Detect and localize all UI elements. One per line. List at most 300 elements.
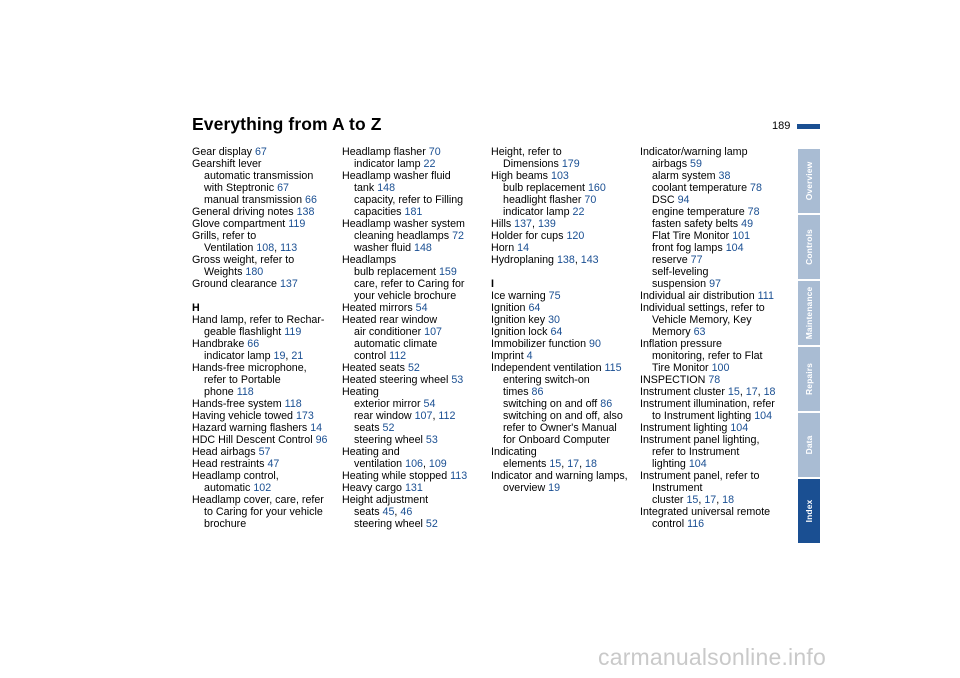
page-reference-link[interactable]: 113 [280,242,298,254]
index-term: Vehicle Memory, Key [652,314,752,326]
tab-maintenance[interactable] [798,281,820,345]
index-subentry: rear window 107, 112 [354,410,456,422]
page-reference-link[interactable]: 131 [404,482,423,494]
index-subentry [491,434,641,446]
page-reference-link[interactable]: 109 [428,458,447,470]
page-reference-link[interactable]: 118 [284,398,302,410]
index-subentry [640,170,790,182]
index-term: Heated mirrors [342,302,413,314]
index-term: switching on and off, also [503,410,623,422]
page-reference-link[interactable]: 19 [273,350,286,362]
index-term: washer fluid [354,242,412,254]
index-term: seats [354,506,380,518]
index-subentry [342,194,492,206]
page-reference-link[interactable]: 47 [267,458,280,470]
page-reference-link[interactable]: 38 [718,170,731,182]
page-number-bar [797,124,820,129]
index-term: entering switch-on [503,374,590,386]
index-entry [342,314,492,326]
index-term: Holder for cups [491,230,564,242]
index-subentry [640,278,790,290]
index-subentry [342,242,492,254]
page-reference-link[interactable]: 115 [604,362,622,374]
page-reference-link[interactable]: 137 [514,218,533,230]
index-entry [491,446,641,458]
index-term: cluster [652,494,684,506]
index-entry [491,362,641,374]
index-term: Heating while stopped [342,470,448,482]
index-subentry: ventilation 106, 109 [354,458,447,470]
index-subentry [342,206,492,218]
page-reference-link[interactable]: 139 [537,218,556,230]
index-term: Hands-free system [192,398,282,410]
page-reference-link[interactable]: 159 [438,266,457,278]
index-entry: Hydroplaning 138, 143 [491,254,599,266]
index-entry [192,458,342,470]
page-reference-link[interactable]: 66 [305,194,317,206]
page-reference-link[interactable]: 96 [315,434,328,446]
index-term: Headlamps [342,254,397,266]
index-entry [192,434,342,446]
page-reference-link[interactable]: 111 [757,290,774,302]
index-subentry: Ventilation 108, 113 [204,242,298,254]
index-term: Grills, refer to [192,230,257,242]
index-subentry [640,326,790,338]
page-reference-link[interactable]: 112 [438,410,456,422]
index-subentry [192,182,342,194]
page-reference-link[interactable]: 14 [517,242,530,254]
index-term: Headlamp washer fluid [342,170,451,182]
index-term: INSPECTION [640,374,706,386]
index-term: alarm system [652,170,716,182]
index-entry [342,146,492,158]
index-term: capacities [354,206,402,218]
index-term: Horn [491,242,515,254]
index-entry [342,374,492,386]
tab-index[interactable] [798,479,820,543]
page-reference-link[interactable]: 138 [296,206,315,218]
index-term: Height adjustment [342,494,429,506]
index-column-1 [192,146,342,530]
page-reference-link[interactable]: 15 [727,386,740,398]
page-reference-link[interactable]: 113 [450,470,468,482]
index-term: HDC Hill Descent Control [192,434,313,446]
page-reference-link[interactable]: 67 [277,182,289,194]
index-term: control [652,518,685,530]
index-term: steering wheel [354,518,423,530]
index-subentry [640,362,790,374]
index-subentry [342,518,492,530]
index-term: Hills [491,218,512,230]
index-term: manual transmission [204,194,303,206]
index-entry [640,506,790,518]
index-term: Glove compartment [192,218,286,230]
index-entry [192,410,342,422]
index-term: indicator lamp [503,206,570,218]
index-subentry [491,386,641,398]
page-reference-link[interactable]: 103 [551,170,569,182]
index-subentry [640,410,790,422]
page-reference-link[interactable]: 138 [556,254,575,266]
page-reference-link[interactable]: 52 [382,422,395,434]
page-reference-link[interactable]: 17 [704,494,717,506]
index-entry [342,482,492,494]
index-term: Instrument [652,482,703,494]
index-term: Independent ventilation [491,362,602,374]
index-term: monitoring, refer to Flat [652,350,763,362]
index-entry [640,290,790,302]
page-reference-link[interactable]: 64 [550,326,563,338]
index-term: Flat Tire Monitor [652,230,730,242]
index-spacer [491,266,641,278]
page-reference-link[interactable]: 120 [566,230,585,242]
index-subentry [342,230,492,242]
index-subentry [640,194,790,206]
index-term: Head restraints [192,458,265,470]
index-entry [491,338,641,350]
page-reference-link[interactable]: 104 [730,422,749,434]
page-reference-link[interactable]: 17 [567,458,580,470]
index-subentry [640,218,790,230]
page-reference-link[interactable]: 179 [561,158,580,170]
index-entry [491,146,641,158]
page-reference-link[interactable]: 72 [452,230,464,242]
index-subentry [192,374,342,386]
index-entry [192,254,342,266]
index-term: elements [503,458,547,470]
page-reference-link[interactable]: 137 [279,278,298,290]
tab-overview[interactable] [798,149,820,213]
index-entry [491,314,641,326]
index-entry [192,422,342,434]
page-reference-link[interactable]: 67 [254,146,267,158]
page-reference-link[interactable]: 90 [589,338,601,350]
index-subentry [640,206,790,218]
index-entry [640,374,790,386]
page-reference-link[interactable]: 143 [580,254,599,266]
page-reference-link[interactable]: 18 [585,458,597,470]
page-reference-link[interactable]: 86 [531,386,544,398]
page-reference-link[interactable]: 104 [688,458,707,470]
index-term: ventilation [354,458,403,470]
index-term: Tire Monitor [652,362,709,374]
index-term: switching on and off [503,398,598,410]
page-reference-link[interactable]: 53 [425,434,438,446]
page-reference-link[interactable]: 106 [405,458,423,470]
index-subentry [342,434,492,446]
index-term: Imprint [491,350,524,362]
index-entry [342,470,492,482]
page-reference-link[interactable]: 52 [407,362,420,374]
index-entry [491,350,641,362]
index-term: Instrument panel lighting, [640,434,760,446]
index-term: Heated steering wheel [342,374,449,386]
index-entry [640,398,790,410]
index-term: Ignition key [491,314,546,326]
index-entry [192,494,342,506]
index-subentry [342,182,492,194]
index-subentry [342,350,492,362]
index-term: Instrument illumination, refer [640,398,775,410]
index-term: Individual air distribution [640,290,755,302]
index-term: your vehicle brochure [354,290,457,302]
tab-label: Data [804,435,814,455]
page-title: Everything from A to Z [192,114,382,134]
index-term: lighting [652,458,686,470]
page-reference-link[interactable]: 4 [526,350,533,362]
index-entry [491,230,641,242]
page-reference-link[interactable]: 52 [425,518,438,530]
index-term: Headlamp washer system [342,218,465,230]
index-subentry [491,398,641,410]
index-term: Memory [652,326,691,338]
page-reference-link[interactable]: 45 [382,506,395,518]
index-subentry [640,350,790,362]
index-term: Individual settings, refer to [640,302,765,314]
page-reference-link[interactable]: 119 [284,326,302,338]
index-entry [342,494,492,506]
index-subentry [640,482,790,494]
index-subentry [640,314,790,326]
index-term: Immobilizer function [491,338,587,350]
index-term: Headlamp control, [192,470,279,482]
index-entry [192,218,342,230]
page-reference-link[interactable]: 160 [587,182,606,194]
index-entry [491,326,641,338]
page-reference-link[interactable]: 118 [236,386,254,398]
index-subentry [491,422,641,434]
tab-controls[interactable] [798,215,820,279]
index-term: seats [354,422,380,434]
index-entry [192,470,342,482]
page-reference-link[interactable]: 22 [423,158,436,170]
index-entry [342,302,492,314]
page-number: 189 [772,120,791,132]
page-reference-link[interactable]: 86 [600,398,613,410]
index-letter-heading [192,302,342,314]
page-reference-link[interactable]: 101 [732,230,751,242]
page-reference-link[interactable]: 108 [256,242,275,254]
index-subentry [640,458,790,470]
index-term: Headlamp cover, care, refer [192,494,324,506]
index-entry [192,362,342,374]
tab-label: Repairs [804,363,814,395]
index-subentry [192,266,342,278]
index-subentry [640,182,790,194]
index-term: with Steptronic [204,182,275,194]
index-term: Ignition lock [491,326,548,338]
page-reference-link[interactable]: 70 [428,146,441,158]
index-term: Indicating [491,446,537,458]
index-subentry [192,170,342,182]
index-term: Gross weight, refer to [192,254,295,266]
index-term: front fog lamps [652,242,723,254]
index-term: engine temperature [652,206,745,218]
index-subentry [192,326,342,338]
index-term: Heavy cargo [342,482,402,494]
index-term: care, refer to Caring for [354,278,465,290]
index-term: Height, refer to [491,146,562,158]
page-reference-link[interactable]: 78 [747,206,760,218]
index-term: Ice warning [491,290,546,302]
tab-label: Index [804,499,814,523]
index-entry [192,158,342,170]
page-reference-link[interactable]: 173 [295,410,314,422]
index-subentry [192,518,342,530]
index-term: air conditioner [354,326,422,338]
index-subentry [192,482,342,494]
index-subentry [342,266,492,278]
page-reference-link[interactable]: 30 [548,314,560,326]
index-entry [192,398,342,410]
index-term: H [192,302,200,314]
index-entry [640,146,790,158]
index-term: Hand lamp, refer to Rechar- [192,314,325,326]
index-term: Indicator/warning lamp [640,146,748,158]
page-reference-link[interactable]: 116 [687,518,705,530]
index-term: Integrated universal remote [640,506,771,518]
page-reference-link[interactable]: 107 [414,410,433,422]
index-column-3 [491,146,641,494]
index-term: automatic transmission [204,170,314,182]
index-subentry [342,338,492,350]
page-reference-link[interactable]: 53 [451,374,464,386]
page-reference-link[interactable]: 75 [548,290,561,302]
index-subentry [491,482,641,494]
page-reference-link[interactable]: 148 [377,182,396,194]
index-term: to Instrument lighting [652,410,752,422]
index-term: refer to Instrument [652,446,740,458]
index-term: bulb replacement [503,182,585,194]
index-term: Instrument lighting [640,422,728,434]
index-term: geable flashlight [204,326,282,338]
index-term: Instrument cluster [640,386,725,398]
index-term: Dimensions [503,158,559,170]
tab-data[interactable] [798,413,820,477]
index-term: suspension [652,278,707,290]
page-reference-link[interactable]: 107 [424,326,442,338]
index-subentry [640,158,790,170]
page-reference-link[interactable]: 97 [709,278,721,290]
index-term: General driving notes [192,206,294,218]
index-entry [640,434,790,446]
page-reference-link[interactable]: 102 [253,482,272,494]
page-reference-link[interactable]: 119 [288,218,306,230]
index-column-4 [640,146,790,530]
page-reference-link[interactable]: 181 [404,206,423,218]
index-subentry [342,158,492,170]
index-subentry [342,422,492,434]
page-reference-link[interactable]: 148 [414,242,432,254]
index-subentry [491,206,641,218]
index-subentry [491,374,641,386]
index-term: Indicator and warning lamps, [491,470,628,482]
index-term: Inflation pressure [640,338,722,350]
index-term: control [354,350,387,362]
tab-label: Overview [804,161,814,201]
index-term: Ignition [491,302,526,314]
page-reference-link[interactable]: 104 [725,242,744,254]
index-term: airbags [652,158,688,170]
index-term: reserve [652,254,688,266]
index-subentry [640,230,790,242]
page-reference-link[interactable]: 112 [389,350,407,362]
page-reference-link[interactable]: 100 [711,362,730,374]
page-reference-link[interactable]: 17 [745,386,758,398]
index-entry [491,242,641,254]
page-reference-link[interactable]: 21 [291,350,304,362]
page-reference-link[interactable]: 64 [528,302,541,314]
index-subentry: seats 45, 46 [354,506,413,518]
index-term: tank [354,182,375,194]
page-reference-link[interactable]: 54 [423,398,436,410]
index-entry [491,290,641,302]
page-reference-link[interactable]: 78 [708,374,721,386]
index-term: Hydroplaning [491,254,554,266]
page-reference-link[interactable]: 49 [741,218,754,230]
page-reference-link[interactable]: 14 [310,422,323,434]
index-term: rear window [354,410,412,422]
index-entry [342,218,492,230]
index-subentry [342,398,492,410]
index-term: times [503,386,529,398]
page-reference-link[interactable]: 180 [245,266,264,278]
page-reference-link[interactable]: 18 [722,494,735,506]
page-reference-link[interactable]: 54 [415,302,428,314]
index-entry [192,146,342,158]
page-reference-link[interactable]: 59 [690,158,702,170]
tab-repairs[interactable] [798,347,820,411]
index-term: I [491,278,494,290]
index-term: DSC [652,194,675,206]
tab-label: Maintenance [804,286,814,340]
page-reference-link[interactable]: 15 [549,458,562,470]
page-reference-link[interactable]: 22 [572,206,585,218]
page-reference-link[interactable]: 15 [686,494,699,506]
index-term: Gear display [192,146,252,158]
index-entry [342,254,492,266]
index-subentry [640,242,790,254]
index-subentry: cluster 15, 17, 18 [652,494,735,506]
index-subentry [342,278,492,290]
index-term: capacity, refer to Filling [354,194,464,206]
index-entry: Hills 137, 139 [491,218,556,230]
index-entry [491,470,641,482]
page-reference-link[interactable]: 46 [400,506,413,518]
index-entry [342,386,492,398]
page-reference-link[interactable]: 19 [548,482,561,494]
index-term: steering wheel [354,434,423,446]
index-column-2 [342,146,492,530]
index-term: self-leveling [652,266,709,278]
page-reference-link[interactable]: 104 [754,410,773,422]
page-reference-link[interactable]: 77 [690,254,703,266]
index-spacer [192,290,342,302]
index-term: cleaning headlamps [354,230,450,242]
page-reference-link[interactable]: 70 [584,194,597,206]
index-term: phone [204,386,234,398]
page-reference-link[interactable]: 18 [763,386,776,398]
page-reference-link[interactable]: 66 [247,338,260,350]
page-reference-link[interactable]: 57 [258,446,271,458]
page-reference-link[interactable]: 78 [750,182,762,194]
page-reference-link[interactable]: 63 [693,326,706,338]
tab-label: Controls [804,229,814,265]
page-reference-link[interactable]: 94 [677,194,690,206]
index-subentry [640,254,790,266]
index-term: to Caring for your vehicle [204,506,323,518]
index-entry [192,338,342,350]
